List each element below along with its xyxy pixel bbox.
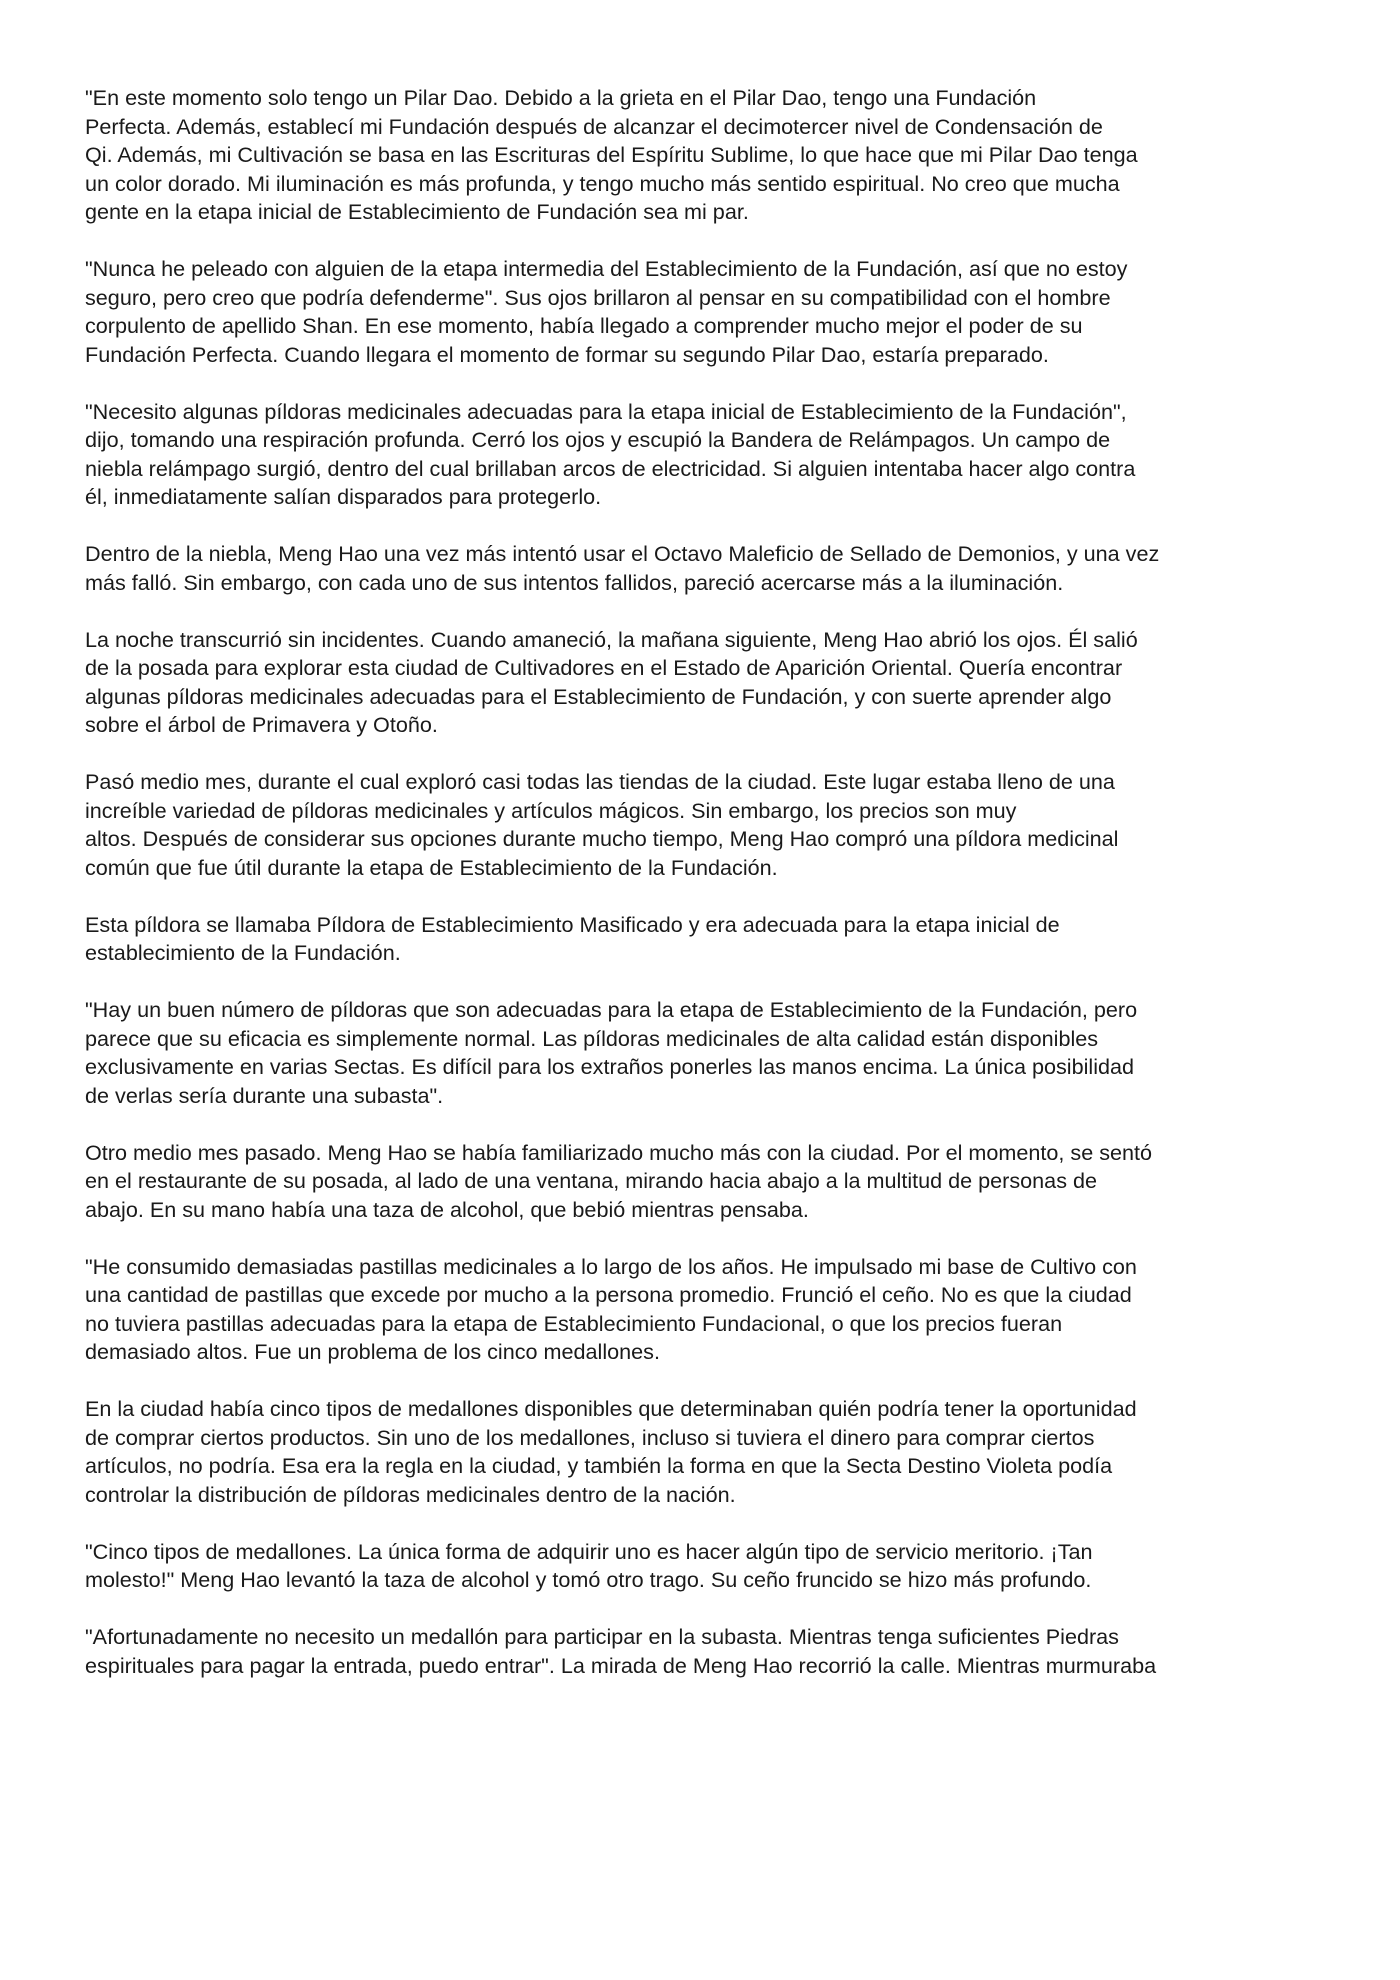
paragraph: "He consumido demasiadas pastillas medicinales a lo largo de los años. He impulsado mi base de Cultivo con una cantidad de pastillas que excede por mucho a la persona promedio. Frunció el ceño. No es que la ciudad no tuviera pastillas adecuadas para la etapa de Establecimiento Fundacional, o que los precios fueran demasiado altos. Fue un problema de los cinco medallones. [85,1253,1137,1364]
paragraph: La noche transcurrió sin incidentes. Cuando amaneció, la mañana siguiente, Meng Hao abrió los ojos. Él salió de la posada para explorar esta ciudad de Cultivadores en el Estado de Aparición Oriental. Quería encontrar algunas píldoras medicinales adecuadas para el Establecimiento de Fundación, y con suerte aprender algo sobre el árbol de Primavera y Otoño. [85,626,1138,737]
paragraph: "Afortunadamente no necesito un medallón para participar en la subasta. Mientras tenga suficientes Piedras espirituales para pagar la entrada, puedo entrar". La mirada de Meng Hao recorrió la calle. Mientras murmuraba [85,1624,1157,1678]
paragraph: En la ciudad había cinco tipos de medallones disponibles que determinaban quién podría tener la oportunidad de comprar ciertos productos. Sin uno de los medallones, incluso si tuviera el dinero para comprar ciertos artículos, no podría. Esa era la regla en la ciudad, y también la forma en que la Secta Destino Violeta podía controlar la distribución de píldoras medicinales dentro de la nación. [85,1396,1137,1507]
document-page [85,84,1325,1709]
paragraph: Esta píldora se llamaba Píldora de Establecimiento Masificado y era adecuada para la etapa inicial de establecimiento de la Fundación. [85,911,1060,965]
paragraph: Pasó medio mes, durante el cual exploró casi todas las tiendas de la ciudad. Este lugar estaba lleno de una increíble variedad de píldoras medicinales y artículos mágicos. Sin embargo, los precios son muy altos. Después de considerar sus opciones durante mucho tiempo, Meng Hao compró una píldora medicinal común que fue útil durante la etapa de Establecimiento de la Fundación. [85,769,1119,880]
paragraph: "En este momento solo tengo un Pilar Dao. Debido a la grieta en el Pilar Dao, tengo una Fundación Perfecta. Además, establecí mi Fundación después de alcanzar el decimotercer nivel de Condensación de Qi. Además, mi Cultivación se basa en las Escrituras del Espíritu Sublime, lo que hace que mi Pilar Dao tenga un color dorado. Mi iluminación es más profunda, y tengo mucho más sentido espiritual. No creo que mucha gente en la etapa inicial de Establecimiento de Fundación sea mi par. [85,85,1138,224]
paragraph: "Cinco tipos de medallones. La única forma de adquirir uno es hacer algún tipo de servicio meritorio. ¡Tan molesto!" Meng Hao levantó la taza de alcohol y tomó otro trago. Su ceño fruncido se hizo más profundo. [85,1538,1093,1592]
paragraph: "Hay un buen número de píldoras que son adecuadas para la etapa de Establecimiento de la Fundación, pero parece que su eficacia es simplemente normal. Las píldoras medicinales de alta calidad están disponibles exclusivamente en varias Sectas. Es difícil para los extraños ponerles las manos encima. La única posibilidad de verlas sería durante una subasta". [85,997,1138,1108]
paragraph: "Nunca he peleado con alguien de la etapa intermedia del Establecimiento de la Fundación, así que no estoy seguro, pero creo que podría defenderme". Sus ojos brillaron al pensar en su compatibilidad con el hombre corpulento de apellido Shan. En ese momento, había llegado a comprender mucho mejor el poder de su Fundación Perfecta. Cuando llegara el momento de formar su segundo Pilar Dao, estaría preparado. [85,256,1128,367]
paragraph: Dentro de la niebla, Meng Hao una vez más intentó usar el Octavo Maleficio de Sellado de Demonios, y una vez más falló. Sin embargo, con cada uno de sus intentos fallidos, pareció acercarse más a la iluminación. [85,541,1160,595]
paragraph: "Necesito algunas píldoras medicinales adecuadas para la etapa inicial de Establecimiento de la Fundación", dijo, tomando una respiración profunda. Cerró los ojos y escupió la Bandera de Relámpagos. Un campo de niebla relámpago surgió, dentro del cual brillaban arcos de electricidad. Si alguien intentaba hacer algo contra él, inmediatamente salían disparados para protegerlo. [85,398,1136,509]
paragraph: Otro medio mes pasado. Meng Hao se había familiarizado mucho más con la ciudad. Por el momento, se sentó en el restaurante de su posada, al lado de una ventana, mirando hacia abajo a la multitud de personas de abajo. En su mano había una taza de alcohol, que bebió mientras pensaba. [85,1139,1153,1222]
